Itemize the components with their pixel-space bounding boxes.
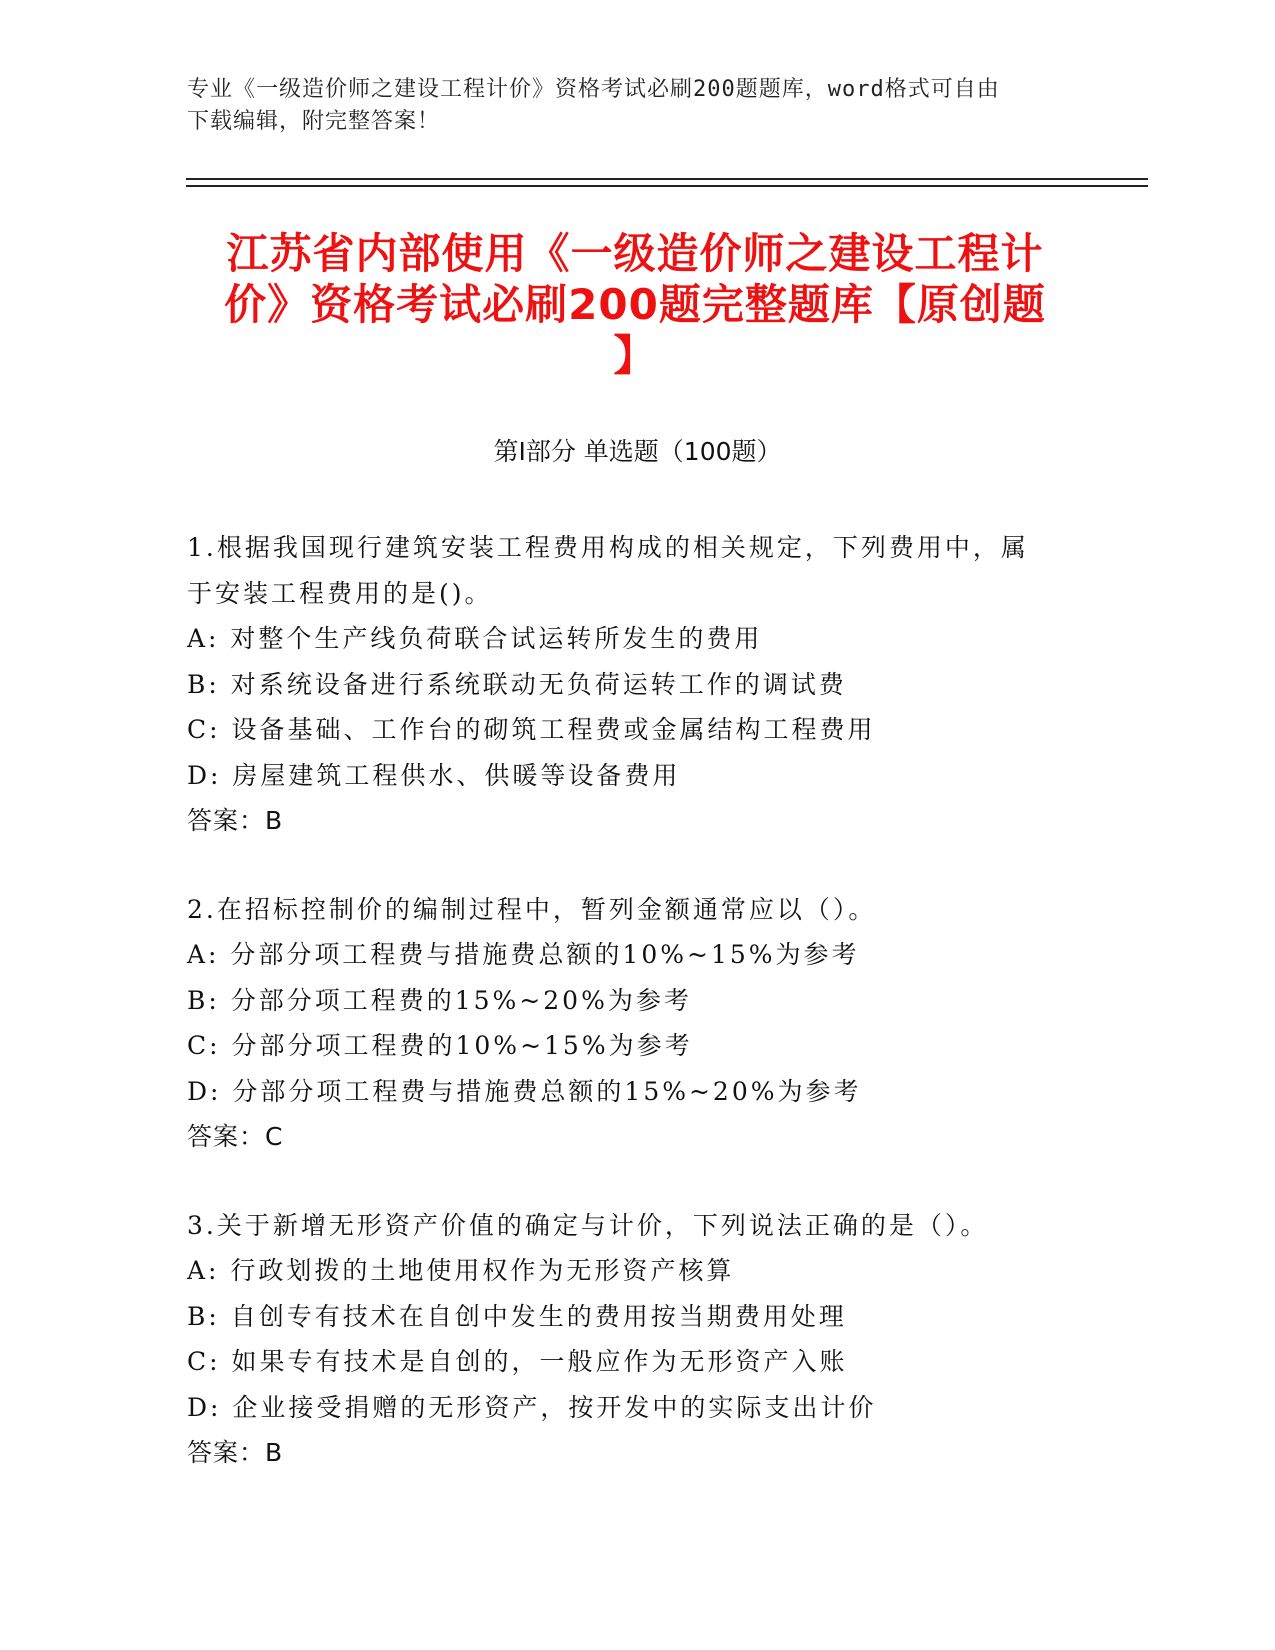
question-stem-line: 3.关于新增无形资产价值的确定与计价，下列说法正确的是（）。 — [187, 1210, 989, 1240]
question-3 — [187, 1203, 1087, 1476]
header-rule-top — [186, 178, 1148, 180]
option-c: C: 设备基础、工作台的砌筑工程费或金属结构工程费用 — [187, 715, 876, 744]
question-2 — [187, 887, 1087, 1160]
option-b: B: 自创专有技术在自创中发生的费用按当期费用处理 — [187, 1301, 847, 1331]
option-a: A: 行政划拨的土地使用权作为无形资产核算 — [187, 1256, 735, 1285]
question-stem-line: 1.根据我国现行建筑安装工程费用构成的相关规定，下列费用中，属 — [187, 533, 1029, 562]
option-d: D: 分部分项工程费与措施费总额的15%~20%为参考 — [187, 1076, 862, 1106]
header-rule-bottom — [186, 185, 1148, 187]
document-title-line-3: 】 — [613, 331, 657, 380]
answer-label: 答案：B — [187, 1438, 284, 1467]
header-note — [187, 74, 1087, 138]
option-a: A: 对整个生产线负荷联合试运转所发生的费用 — [187, 624, 763, 653]
option-d: D: 企业接受捐赠的无形资产，按开发中的实际支出计价 — [187, 1392, 877, 1422]
option-c: C: 分部分项工程费的10%~15%为参考 — [187, 1031, 693, 1060]
header-note-line-2: 下载编辑，附完整答案！ — [187, 109, 441, 134]
question-1 — [187, 525, 1087, 844]
question-stem-line: 2.在招标控制价的编制过程中，暂列金额通常应以（）。 — [187, 894, 877, 924]
option-a: A: 分部分项工程费与措施费总额的10%~15%为参考 — [187, 940, 860, 969]
option-c: C: 如果专有技术是自创的，一般应作为无形资产入账 — [187, 1347, 848, 1376]
document-title — [180, 228, 1090, 381]
answer-label: 答案：B — [187, 806, 284, 835]
option-b: B: 对系统设备进行系统联动无负荷运转工作的调试费 — [187, 669, 847, 699]
document-title-line-1: 江苏省内部使用《一级造价师之建设工程计 — [226, 229, 1044, 278]
document-title-line-2: 价》资格考试必刷200题完整题库【原创题 — [224, 280, 1046, 329]
question-list — [187, 525, 1087, 1519]
answer-label: 答案：C — [187, 1122, 284, 1151]
option-d: D: 房屋建筑工程供水、供暖等设备费用 — [187, 760, 681, 790]
header-note-line-1: 专业《一级造价师之建设工程计价》资格考试必刷200题题库，word格式可自由 — [187, 77, 1000, 102]
question-stem-line: 于安装工程费用的是()。 — [187, 578, 493, 608]
section-heading: 第I部分 单选题（100题） — [493, 437, 782, 466]
option-b: B: 分部分项工程费的15%~20%为参考 — [187, 985, 692, 1015]
